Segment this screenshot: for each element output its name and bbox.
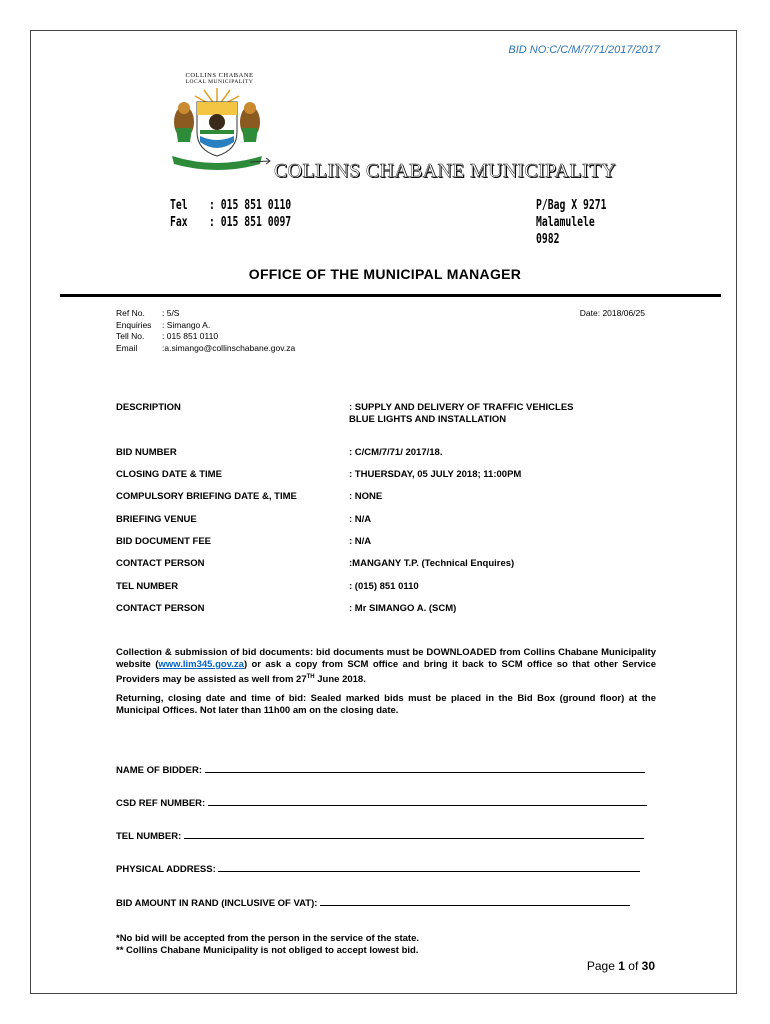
- detail-label: DESCRIPTION: [116, 402, 181, 413]
- bid-amount-label: BID AMOUNT IN RAND (INCLUSIVE OF VAT):: [116, 898, 318, 909]
- collection-paragraph: [116, 647, 656, 686]
- detail-value: : N/A: [349, 536, 372, 547]
- tell-label: Tell No.: [116, 331, 145, 341]
- detail-label: CLOSING DATE & TIME: [116, 469, 222, 480]
- detail-value: : SUPPLY AND DELIVERY OF TRAFFIC VEHICLES BLUE LIGHTS AND INSTALLATION: [349, 402, 574, 425]
- bidder-name-field[interactable]: [116, 762, 645, 776]
- returning-paragraph: Returning, closing date and time of bid: Sealed marked bids must be placed in the Bid Box (ground floor) at the Municipal Offices. Not later than 11h00 am on the closing date.: [116, 693, 656, 716]
- tel-number-label: TEL NUMBER:: [116, 831, 182, 842]
- detail-value: :MANGANY T.P. (Technical Enquires): [349, 558, 515, 569]
- detail-value: : THUERSDAY, 05 JULY 2018; 11:00PM: [349, 469, 522, 480]
- address-line-1: P/Bag X 9271: [536, 198, 607, 213]
- municipality-name: COLLINS CHABANE MUNICIPALITY: [274, 160, 617, 182]
- phone-block: [170, 197, 291, 231]
- crest-subtitle: LOCAL MUNICIPALITY: [185, 79, 254, 85]
- detail-value: : C/CM/7/71/ 2017/18.: [349, 447, 443, 458]
- fax-label: Fax: [170, 215, 188, 230]
- page-number: [587, 959, 655, 973]
- tel-number-line[interactable]: [184, 828, 644, 839]
- page-current: 1: [618, 959, 625, 973]
- ref-value: : 5/S: [162, 308, 180, 318]
- fax-value: : 015 851 0097: [209, 215, 292, 230]
- detail-label: TEL NUMBER: [116, 581, 179, 592]
- detail-label: BID NUMBER: [116, 447, 177, 458]
- detail-value: : (015) 851 0110: [349, 581, 419, 592]
- bid-amount-field[interactable]: [116, 895, 630, 909]
- address-line-3: 0982: [536, 232, 560, 247]
- physical-address-field[interactable]: [116, 861, 640, 875]
- ref-label: Ref No.: [116, 308, 145, 318]
- bid-number-header: BID NO:C/C/M/7/71/2017/2017: [508, 44, 660, 56]
- enquiries-label: Enquiries: [116, 319, 152, 330]
- header-divider: [60, 294, 721, 297]
- postal-address: [536, 197, 606, 248]
- note-1: *No bid will be accepted from the person in the service of the state.: [116, 933, 420, 944]
- tell-value: : 015 851 0110: [162, 331, 219, 341]
- collection-text-end: June 2018.: [314, 674, 366, 686]
- note-2: ** Collins Chabane Municipality is not obliged to accept lowest bid.: [116, 945, 419, 956]
- tel-value: : 015 851 0110: [209, 198, 292, 213]
- detail-label: BID DOCUMENT FEE: [116, 536, 211, 547]
- detail-label: COMPULSORY BRIEFING DATE &, TIME: [116, 491, 297, 502]
- detail-value: : NONE: [349, 491, 383, 502]
- crest-title: COLLINS CHABANE: [185, 72, 254, 79]
- email-value: :a.simango@collinschabane.gov.za: [162, 342, 296, 353]
- bidder-name-line[interactable]: [205, 762, 645, 773]
- page-word: Page: [586, 959, 615, 973]
- date-superscript: TH: [306, 674, 315, 680]
- collection-text-cont: ) or ask a copy from SCM office and bring it back to SCM office so that other Service Providers may be assisted as well from 27: [116, 659, 656, 686]
- collection-text: Collection & submission of bid documents: bid documents must be DOWNLOADED from Collins Chabane Municipality website (: [116, 647, 656, 670]
- reference-block: [116, 308, 295, 354]
- detail-label: BRIEFING VENUE: [116, 514, 197, 525]
- page-of: of: [628, 959, 639, 973]
- bidder-name-label: NAME OF BIDDER:: [116, 765, 203, 776]
- address-line-2: Malamulele: [536, 215, 595, 230]
- document-date: Date: 2018/06/25: [579, 308, 645, 318]
- physical-address-label: PHYSICAL ADDRESS:: [116, 864, 216, 875]
- physical-address-line[interactable]: [218, 861, 640, 872]
- csd-ref-field[interactable]: [116, 795, 647, 809]
- detail-value: : N/A: [349, 514, 372, 525]
- enquiries-value: : Simango A.: [162, 319, 211, 330]
- notes: [116, 933, 419, 957]
- tel-label: Tel: [170, 198, 188, 213]
- tel-number-field[interactable]: [116, 828, 644, 842]
- email-label: Email: [116, 342, 138, 353]
- csd-ref-label: CSD REF NUMBER:: [116, 798, 206, 809]
- bid-amount-line[interactable]: [320, 895, 630, 906]
- page-total: 30: [641, 959, 655, 973]
- office-title: OFFICE OF THE MUNICIPAL MANAGER: [248, 266, 522, 282]
- detail-label: CONTACT PERSON: [116, 558, 205, 569]
- municipal-crest-icon: [162, 70, 272, 170]
- website-link[interactable]: www.lim345.gov.za: [158, 659, 244, 670]
- detail-label: CONTACT PERSON: [116, 603, 205, 614]
- detail-value: : Mr SIMANGO A. (SCM): [349, 603, 457, 614]
- csd-ref-line[interactable]: [208, 795, 647, 806]
